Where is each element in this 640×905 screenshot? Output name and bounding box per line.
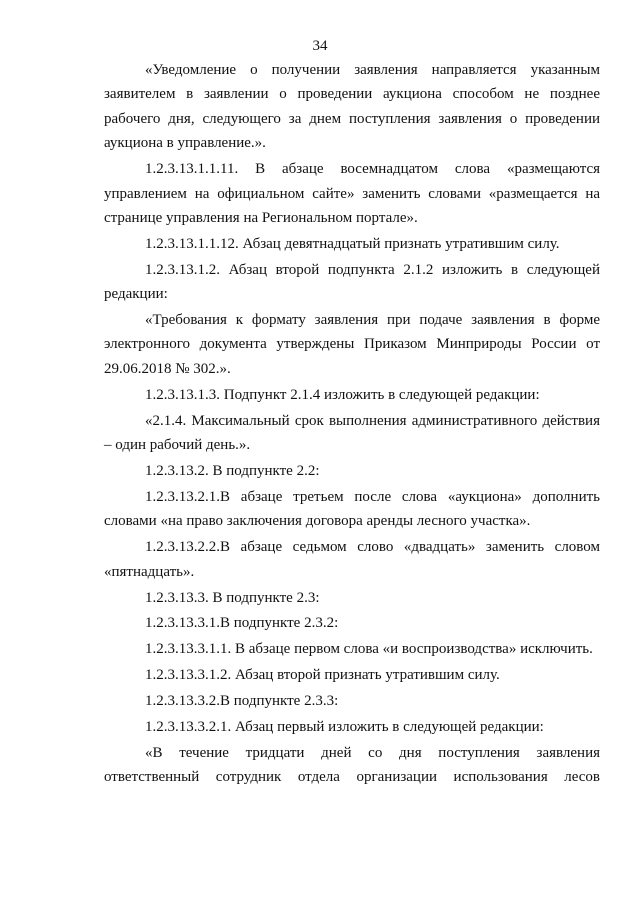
page-number: 34: [312, 38, 328, 54]
paragraph-1-2-3-13-3-1-2: 1.2.3.13.3.1.2. Абзац второй признать утратившим силу.: [145, 667, 500, 684]
paragraph-1-2-3-13-3-1-1: 1.2.3.13.3.1.1. В абзаце первом слова «и воспроизводства» исключить.: [145, 641, 593, 658]
paragraph-1-2-3-13-1-1-12: 1.2.3.13.1.1.12. Абзац девятнадцатый признать утратившим силу.: [145, 235, 560, 252]
paragraph-1-2-3-13-2: 1.2.3.13.2. В подпункте 2.2:: [145, 463, 320, 479]
paragraph-thirty-days-quote: «В течение тридцати дней со дня поступления заявления ответственный сотрудник отдела организации использования лесов: [104, 744, 600, 786]
paragraph-notification-quote: «Уведомление о получении заявления направляется указанным заявителем в заявлении о проведении аукциона способом не позднее рабочего дня, следующего за днем поступления заявления о проведении аукциона в управление.».: [104, 62, 600, 152]
paragraph-1-2-3-13-1-1-11: 1.2.3.13.1.1.11. В абзаце восемнадцатом слова «размещаются управлением на официальном сайте» заменить словами «размещается на странице управления на Региональном портале».: [104, 161, 600, 226]
paragraph-1-2-3-13-2-1: 1.2.3.13.2.1.В абзаце третьем после слова «аукциона» дополнить словами «на право заключения договора аренды лесного участка».: [104, 488, 600, 530]
paragraph-1-2-3-13-3-1: 1.2.3.13.3.1.В подпункте 2.3.2:: [145, 615, 339, 632]
paragraph-1-2-3-13-3-2: 1.2.3.13.3.2.В подпункте 2.3.3:: [145, 693, 339, 710]
document-body: [104, 58, 600, 791]
paragraph-1-2-3-13-2-2: 1.2.3.13.2.2.В абзаце седьмом слово «двадцать» заменить словом «пятнадцать».: [104, 539, 600, 580]
paragraph-1-2-3-13-1-2: 1.2.3.13.1.2. Абзац второй подпункта 2.1.2 изложить в следующей редакции:: [104, 261, 600, 303]
paragraph-1-2-3-13-3-2-1: 1.2.3.13.3.2.1. Абзац первый изложить в следующей редакции:: [145, 719, 544, 736]
paragraph-2-1-4-quote: «2.1.4. Максимальный срок выполнения административного действия – один рабочий день.».: [104, 412, 600, 454]
paragraph-1-2-3-13-1-3: 1.2.3.13.1.3. Подпункт 2.1.4 изложить в следующей редакции:: [145, 386, 540, 403]
paragraph-1-2-3-13-3: 1.2.3.13.3. В подпункте 2.3:: [145, 589, 320, 606]
paragraph-format-requirements-quote: «Требования к формату заявления при подаче заявления в форме электронного документа утверждены Приказом Минприроды России от 29.06.2018 № 302.».: [104, 312, 600, 377]
